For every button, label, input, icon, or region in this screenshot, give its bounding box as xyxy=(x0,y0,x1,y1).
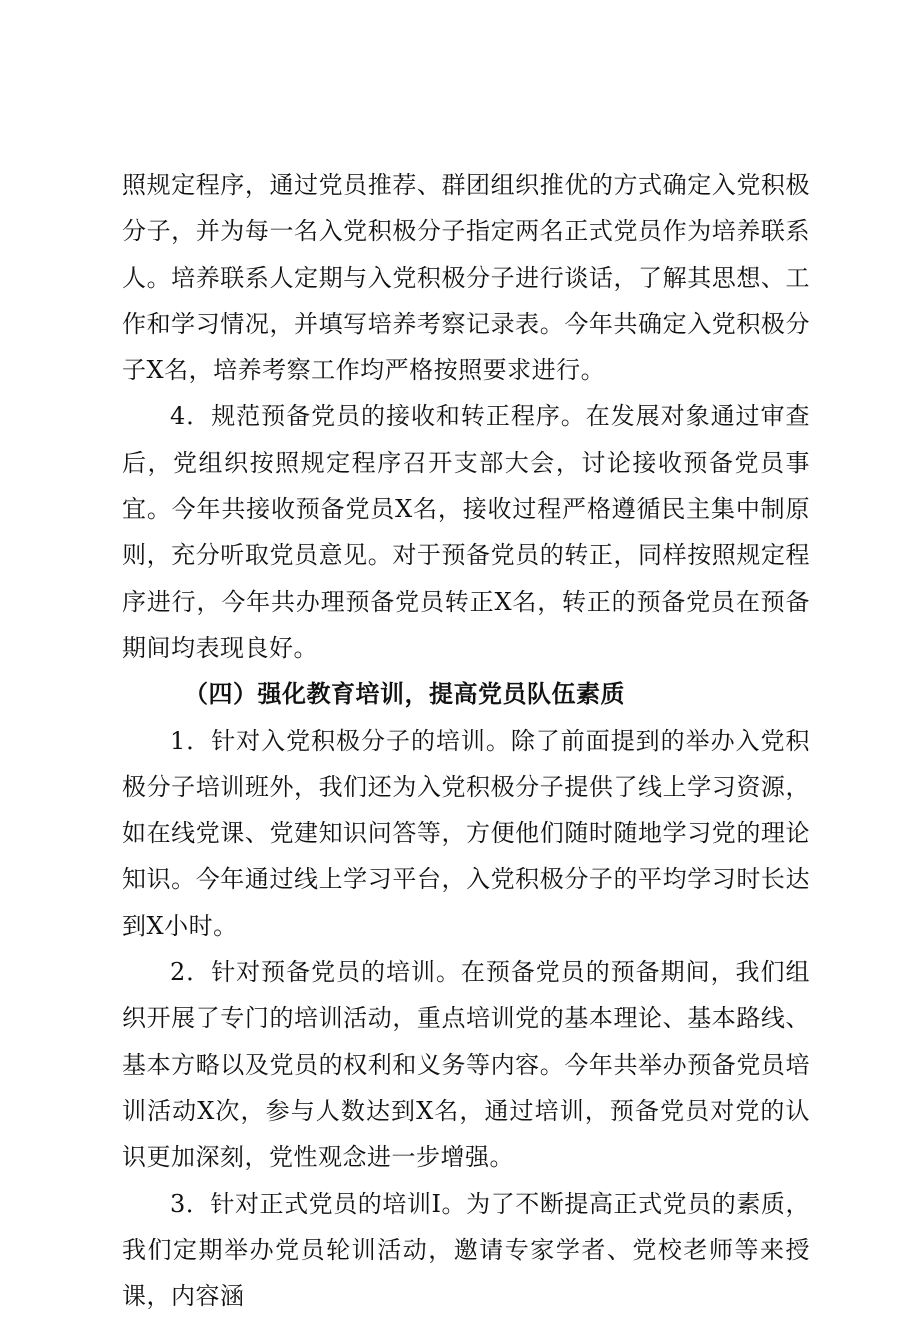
paragraph-continuation: 照规定程序，通过党员推荐、群团组织推优的方式确定入党积极分子，并为每一名入党积极分子指定两名正式党员作为培养联系人。培养联系人定期与入党积极分子进行谈话，了解其思想、工作和学习情况，并填写培养考察记录表。今年共确定入党积极分子X名，培养考察工作均严格按照要求进行。 xyxy=(122,171,810,385)
section-heading: （四）强化教育培训，提高党员队伍素质 xyxy=(184,679,625,709)
paragraph-training-2: 2．针对预备党员的培训。在预备党员的预备期间，我们组织开展了专门的培训活动，重点培训党的基本理论、基本路线、基本方略以及党员的权利和义务等内容。今年共举办预备党员培训活动X次，参与人数达到X名，通过培训，预备党员对党的认识更加深刻，党性观念进一步增强。 xyxy=(122,958,810,1172)
paragraph-training-3: 3．针对正式党员的培训I。为了不断提高正式党员的素质，我们定期举办党员轮训活动，邀请专家学者、党校老师等来授课，内容涵 xyxy=(122,1189,810,1311)
paragraph-item-4: 4．规范预备党员的接收和转正程序。在发展对象通过审查后，党组织按照规定程序召开支部大会，讨论接收预备党员事宜。今年共接收预备党员X名，接收过程严格遵循民主集中制原则，充分听取党员意见。对于预备党员的转正，同样按照规定程序进行，今年共办理预备党员转正X名，转正的预备党员在预备期间均表现良好。 xyxy=(122,402,810,662)
document-body xyxy=(122,162,810,1319)
paragraph-training-1: 1．针对入党积极分子的培训。除了前面提到的举办入党积极分子培训班外，我们还为入党积极分子提供了线上学习资源，如在线党课、党建知识问答等，方便他们随时随地学习党的理论知识。今年通过线上学习平台，入党积极分子的平均学习时长达到X小时。 xyxy=(122,726,810,940)
